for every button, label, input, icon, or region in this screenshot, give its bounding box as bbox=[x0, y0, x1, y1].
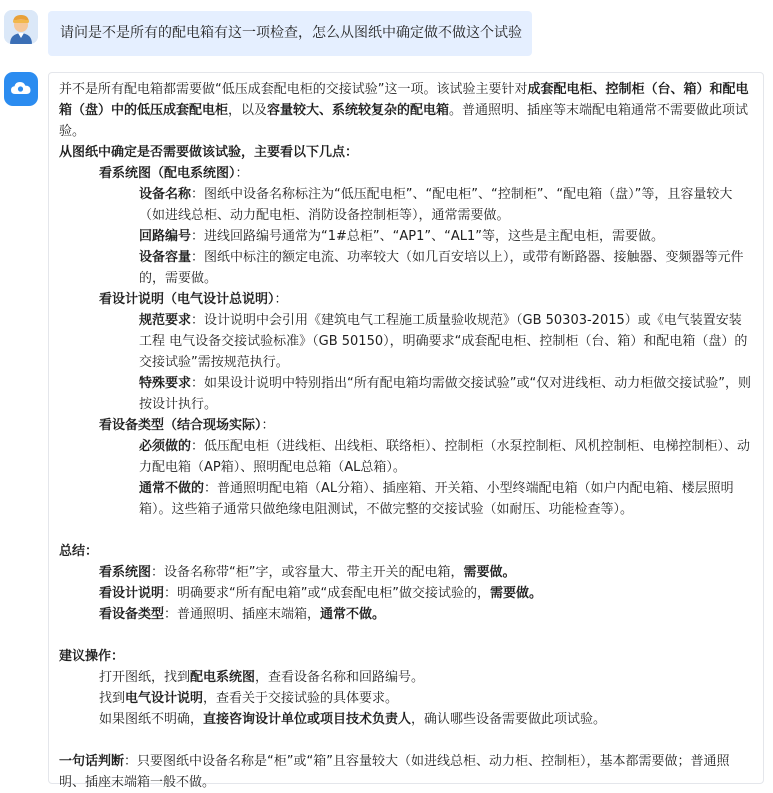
intro-text: 并不是所有配电箱都需要做“低压成套配电柜的交接试验”这一项。该试验主要针对 bbox=[59, 82, 528, 97]
advice-step: 找到电气设计说明，查看关于交接试验的具体要求。 bbox=[99, 691, 399, 706]
summary-item: 看系统图：设备名称带“柜”字，或容量大、带主开关的配电箱，需要做。 bbox=[99, 565, 516, 580]
assistant-answer-card bbox=[48, 72, 764, 790]
user-message-bubble bbox=[48, 11, 532, 56]
summary-item: 看设计说明：明确要求“所有配电箱”或“成套配电柜”做交接试验的，需要做。 bbox=[99, 586, 542, 601]
answer-body bbox=[59, 79, 753, 793]
section-item: 设备容量：图纸中标注的额定电流、功率较大（如几百安培以上），或带有断路器、接触器、变频器等元件的，需要做。 bbox=[139, 250, 744, 286]
how-heading: 从图纸中确定是否需要做该试验，主要看以下几点： bbox=[59, 145, 359, 160]
intro-strong-2: 容量较大、系统较复杂的配电箱 bbox=[267, 103, 450, 118]
section-title: 看设计说明（电气设计总说明）： bbox=[99, 292, 288, 307]
advice-step: 如果图纸不明确，直接咨询设计单位或项目技术负责人，确认哪些设备需要做此项试验。 bbox=[99, 712, 607, 727]
section-item: 回路编号：进线回路编号通常为“1#总柜”、“AP1”、“AL1”等，这些是主配电柜，需要做。 bbox=[139, 229, 664, 244]
summary-heading: 总结： bbox=[59, 544, 99, 559]
section-item: 通常不做的：普通照明配电箱（AL分箱）、插座箱、开关箱、小型终端配电箱（如户内配电箱、楼层照明箱）。这些箱子通常只做绝缘电阻测试，不做完整的交接试验（如耐压、功能检查等）。 bbox=[139, 481, 734, 517]
section-title: 看设备类型（结合现场实际）： bbox=[99, 418, 275, 433]
summary-item: 看设备类型：普通照明、插座末端箱，通常不做。 bbox=[99, 607, 386, 622]
cloud-logo-icon bbox=[9, 77, 33, 101]
answer-intro bbox=[59, 79, 753, 142]
section-item: 规范要求：设计说明中会引用《建筑电气工程施工质量验收规范》（GB 50303-2015）或《电气装置安装工程 电气设备交接试验标准》（GB 50150），明确要求“成套配电柜、控制柜（台、箱）和配电箱（盘）的交接试验”需按规范执行。 bbox=[139, 313, 748, 370]
advice-step: 打开图纸，找到配电系统图，查看设备名称和回路编号。 bbox=[99, 670, 425, 685]
section-title: 看系统图（配电系统图）： bbox=[99, 166, 249, 181]
conclusion: 一句话判断：只要图纸中设备名称是“柜”或“箱”且容量较大（如进线总柜、动力柜、控制柜），基本都需要做；普通照明、插座末端箱一般不做。 bbox=[59, 754, 730, 790]
intro-strong-1: 成套配电柜、控制柜（台、箱）和配电箱（盘）中的低压成套配电柜 bbox=[59, 82, 749, 118]
user-question-text: 请问是不是所有的配电箱有这一项检查，怎么从图纸中确定做不做这个试验 bbox=[60, 25, 522, 41]
intro-text: 。普通照明、插座等末端配电箱通常不需要做此项试验。 bbox=[59, 103, 749, 139]
section-item: 设备名称：图纸中设备名称标注为“低压配电柜”、“配电柜”、“控制柜”、“配电箱（盘）”等，且容量较大（如进线总柜、动力配电柜、消防设备控制柜等），通常需要做。 bbox=[139, 187, 733, 223]
assistant-avatar bbox=[4, 72, 38, 106]
intro-text: ，以及 bbox=[228, 103, 268, 118]
user-avatar-icon bbox=[4, 10, 38, 44]
advice-heading: 建议操作： bbox=[59, 649, 125, 664]
section-item: 特殊要求：如果设计说明中特别指出“所有配电箱均需做交接试验”或“仅对进线柜、动力柜做交接试验”，则按设计执行。 bbox=[139, 376, 751, 412]
user-avatar bbox=[4, 10, 38, 44]
section-item: 必须做的：低压配电柜（进线柜、出线柜、联络柜）、控制柜（水泵控制柜、风机控制柜、电梯控制柜）、动力配电箱（AP箱）、照明配电总箱（AL总箱）。 bbox=[139, 439, 751, 475]
